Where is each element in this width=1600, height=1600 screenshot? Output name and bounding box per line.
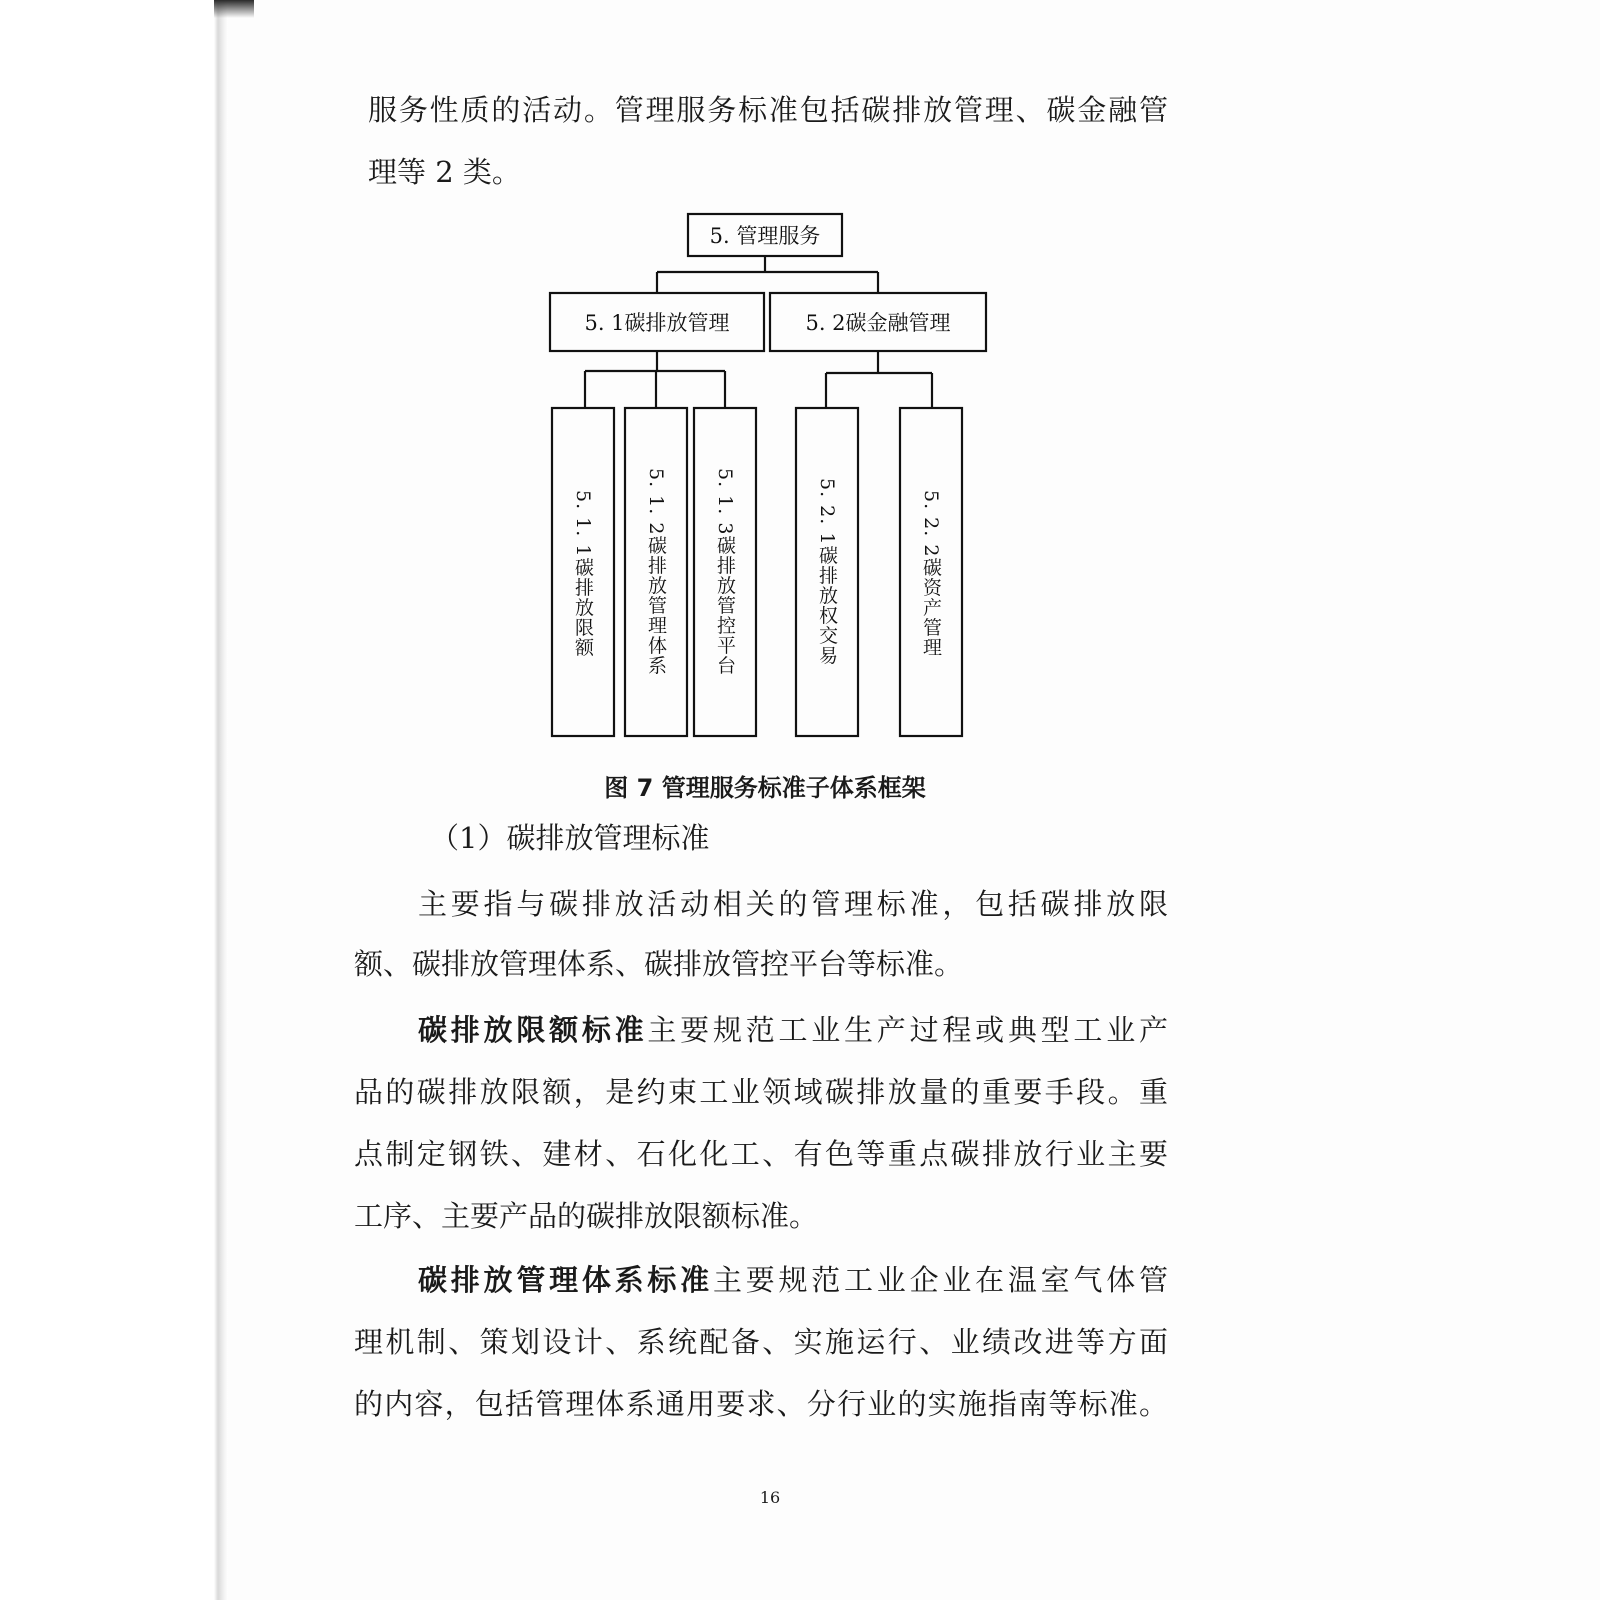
intro-line-2: 理等 2 类。 [368,155,521,189]
child-label-5-2-2: 5. 2. 2碳资产管理 [920,490,942,658]
org-chart-diagram [0,0,1600,760]
paragraph-1-line-1: 主要指与碳排放活动相关的管理标准，包括碳排放限 [418,887,1168,921]
paragraph-2-line-1 [418,1012,1168,1048]
root-label: 5. 管理服务 [709,224,821,248]
intro-line-1: 服务性质的活动。管理服务标准包括碳排放管理、碳金融管 [368,93,1168,127]
paragraph-3-line-3: 的内容，包括管理体系通用要求、分行业的实施指南等标准。 [354,1387,1168,1421]
child-label-5-1-3: 5. 1. 3碳排放管控平台 [714,468,736,676]
paragraph-2-line-1-text: 主要规范工业生产过程或典型工业产 [647,1013,1168,1047]
paragraph-3-line-1 [418,1262,1168,1298]
paragraph-2-line-2: 品的碳排放限额，是约束工业领域碳排放量的重要手段。重 [354,1075,1168,1109]
paragraph-1-line-2: 额、碳排放管理体系、碳排放管控平台等标准。 [354,947,964,981]
child-label-5-1-1: 5. 1. 1碳排放限额 [572,490,594,658]
term-carbon-quota-standard: 碳排放限额标准 [418,1013,648,1047]
term-carbon-management-system-standard: 碳排放管理体系标准 [418,1263,713,1297]
figure-caption: 图 7 管理服务标准子体系框架 [604,774,926,802]
page-number: 16 [759,1488,781,1507]
paragraph-2-line-4: 工序、主要产品的碳排放限额标准。 [354,1199,819,1233]
branch-label-5-2: 5. 2碳金融管理 [805,311,951,335]
paragraph-2-line-3: 点制定钢铁、建材、石化化工、有色等重点碳排放行业主要 [354,1137,1168,1171]
child-label-5-2-1: 5. 2. 1碳排放权交易 [816,478,838,666]
child-label-5-1-2: 5. 1. 2碳排放管理体系 [645,468,667,676]
paragraph-3-line-1-text: 主要规范工业企业在温室气体管 [712,1263,1168,1297]
paragraph-3-line-2: 理机制、策划设计、系统配备、实施运行、业绩改进等方面 [354,1325,1168,1359]
branch-label-5-1: 5. 1碳排放管理 [584,311,730,335]
section-heading: （1）碳排放管理标准 [430,821,710,855]
